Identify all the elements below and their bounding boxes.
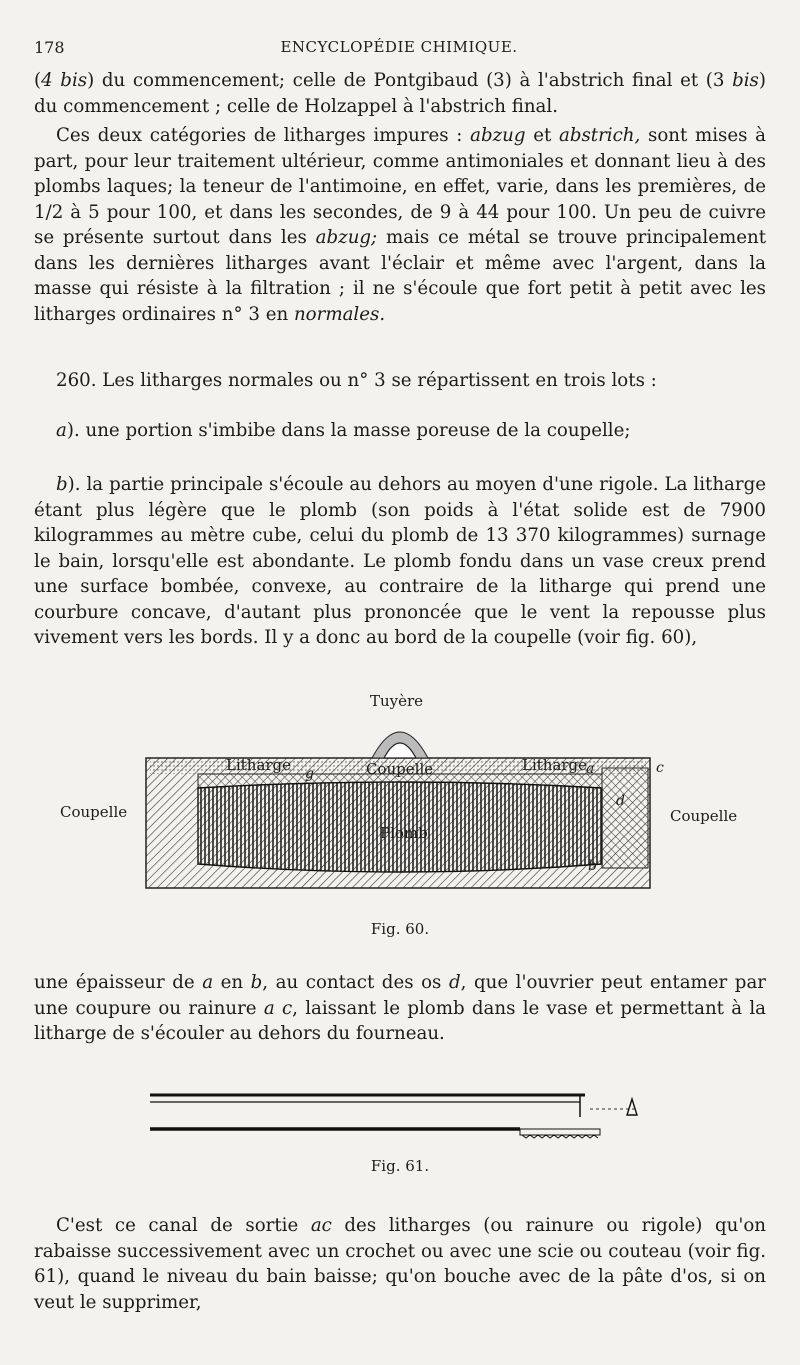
paragraph-continuation: une épaisseur de a en b, au contact des os d, que l'ouvrier peut entamer par une coupure ou rainure a c, laissant le plomb dans le vase et permettant à la litharge de s'écouler au dehors du fourneau. <box>34 972 767 1044</box>
label-c: c <box>656 760 664 776</box>
saw-teeth-edge <box>520 1129 600 1135</box>
label-g: g <box>305 766 314 782</box>
label-coupelle-center: Coupelle <box>366 760 434 778</box>
blade-tip <box>627 1099 637 1115</box>
paragraph-2: Ces deux catégories de litharges impures : abzug et abstrich, sont mises à part, pour leur traitement ultérieur, comme antimoniales et donnant lieu à des plombs laques; la teneur de l'antimoine, en effet, varie, dans les premières, de 1/2 à 5 pour 100, et dans les secondes, de 9 à 44 pour 100. Un peu de cuivre se présente surtout dans les abzug; mais ce métal se trouve principalement dans les dernières litharges avant l'éclair et même avec l'argent, dans la masse qui résiste à la filtration ; il ne s'écoule que fort petit à petit avec les litharges ordinaires n° 3 en normales. <box>34 125 766 325</box>
figure-60-drawing <box>0 688 800 948</box>
label-d: d <box>616 793 625 809</box>
figure-61-drawing <box>0 1085 800 1155</box>
paragraph-1: (4 bis) du commencement; celle de Pontgibaud (3) à l'abstrich final et (3 bis) du commencement ; celle de Holzappel à l'abstrich final. <box>34 70 766 117</box>
label-litharge-right: Litharge <box>522 756 588 774</box>
label-coupelle-right: Coupelle <box>670 807 738 825</box>
label-plomb: Plomb <box>380 824 428 842</box>
page-number: 178 <box>34 38 65 57</box>
label-litharge-left: Litharge <box>226 756 292 774</box>
label-b: b <box>588 858 597 874</box>
bone-wall-d <box>602 768 648 868</box>
paragraph-b: b). la partie principale s'écoule au dehors au moyen d'une rigole. La litharge étant plus légère que le plomb (son poids à l'état solide est de 7900 kilogrammes au mètre cube, celui du plomb de 13 370 kilogrammes) surnage le bain, lorsqu'elle est abondante. Le plomb fondu dans un vase creux prend une surface bombée, convexe, au contraire de la litharge qui prend une courbure concave, d'autant plus prononcée que le vent la repousse plus vivement vers les bords. Il y a donc au bord de la coupelle (voir fig. 60), <box>34 474 766 648</box>
running-title: ENCYCLOPÉDIE CHIMIQUE. <box>280 38 518 56</box>
paragraph-260: 260. Les litharges normales ou n° 3 se répartissent en trois lots : <box>56 370 657 391</box>
label-coupelle-left: Coupelle <box>60 803 128 821</box>
paragraph-a: a). une portion s'imbibe dans la masse poreuse de la coupelle; <box>56 420 631 441</box>
figure-60-caption: Fig. 60. <box>370 920 430 938</box>
figure-61 <box>0 1085 800 1185</box>
paragraph-final: C'est ce canal de sortie ac des litharges (ou rainure ou rigole) qu'on rabaisse successivement avec un crochet ou avec une scie ou couteau (voir fig. 61), quand le niveau du bain baisse; qu'on bouche avec de la pâte d'os, si on veut le supprimer, <box>34 1215 766 1313</box>
figure-61-caption: Fig. 61. <box>370 1157 430 1175</box>
label-a: a <box>586 761 595 777</box>
page-header <box>34 38 764 62</box>
label-tuyere: Tuyère <box>370 692 424 710</box>
figure-60 <box>0 688 800 948</box>
